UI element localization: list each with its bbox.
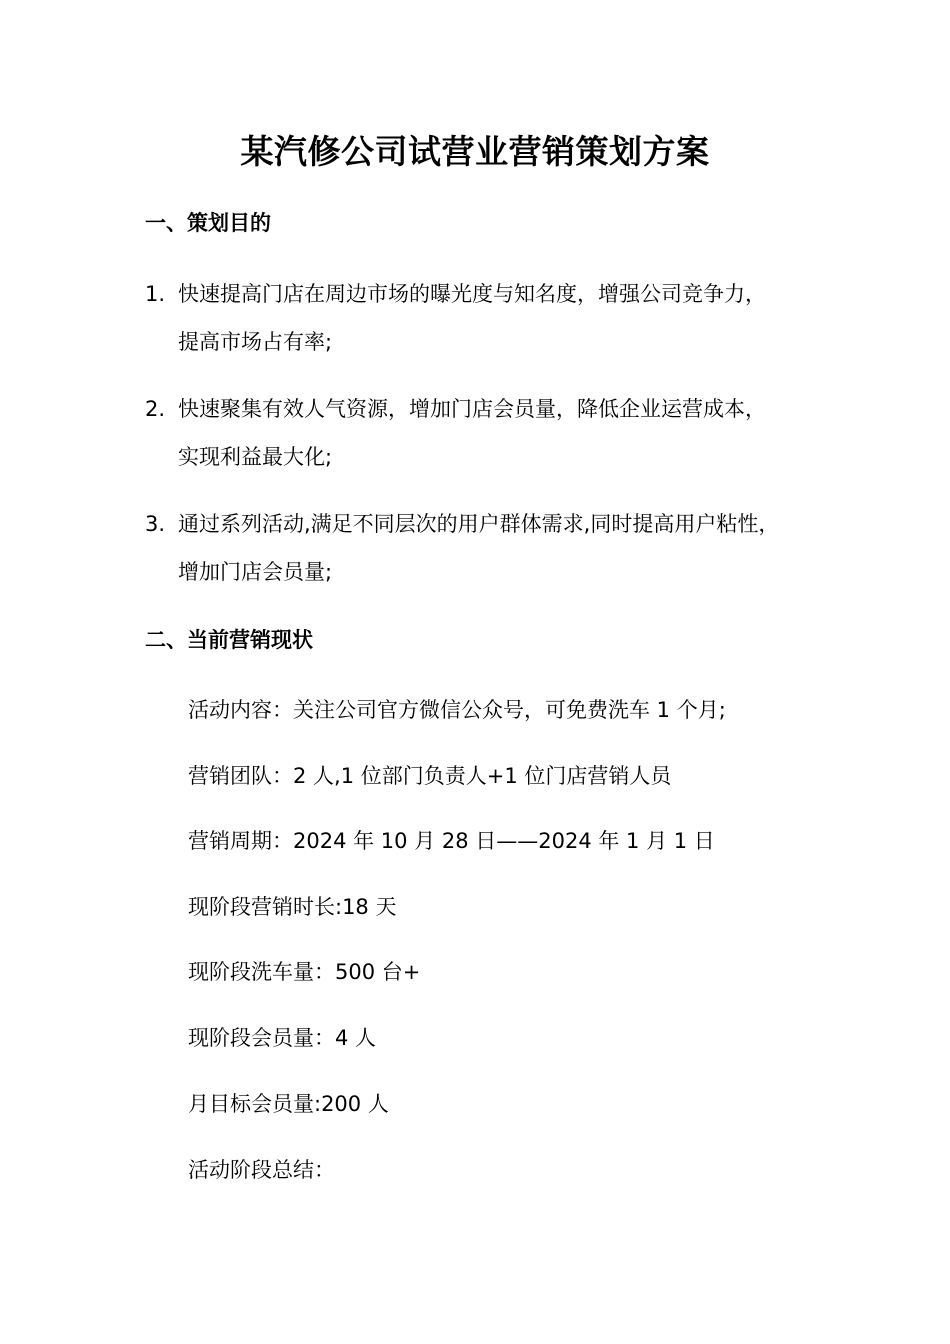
status-activity-content: 活动内容：关注公司官方微信公众号，可免费洗车 1 个月; — [188, 698, 726, 722]
status-monthly-target: 月目标会员量:200 人 — [188, 1092, 389, 1116]
list-item-text-line1: 快速提高门店在周边市场的曝光度与知名度，增强公司竞争力， — [178, 282, 766, 306]
status-marketing-period: 营销周期：2024 年 10 月 28 日——2024 年 1 月 1 日 — [188, 829, 715, 853]
document-title: 某汽修公司试营业营销策划方案 — [240, 132, 710, 171]
section-heading-status: 二、当前营销现状 — [145, 628, 313, 652]
status-stage-summary: 活动阶段总结： — [188, 1158, 335, 1182]
status-car-wash-count: 现阶段洗车量：500 台+ — [188, 960, 421, 984]
list-item-text-line1: 快速聚集有效人气资源，增加门店会员量，降低企业运营成本， — [178, 397, 766, 421]
status-current-duration: 现阶段营销时长:18 天 — [188, 895, 397, 919]
list-item-text-line2: 提高市场占有率; — [178, 330, 333, 354]
status-marketing-team: 营销团队：2 人,1 位部门负责人+1 位门店营销人员 — [188, 764, 672, 788]
list-item-text-line2: 实现利益最大化; — [178, 445, 333, 469]
list-number: 2. — [145, 397, 166, 421]
list-number: 1. — [145, 282, 166, 306]
list-item-text-line2: 增加门店会员量; — [178, 560, 333, 584]
section-heading-purpose: 一、策划目的 — [145, 211, 271, 235]
status-member-count: 现阶段会员量：4 人 — [188, 1026, 377, 1050]
list-item-text-line1: 通过系列活动,满足不同层次的用户群体需求,同时提高用户粘性， — [178, 512, 780, 536]
list-number: 3. — [145, 512, 166, 536]
